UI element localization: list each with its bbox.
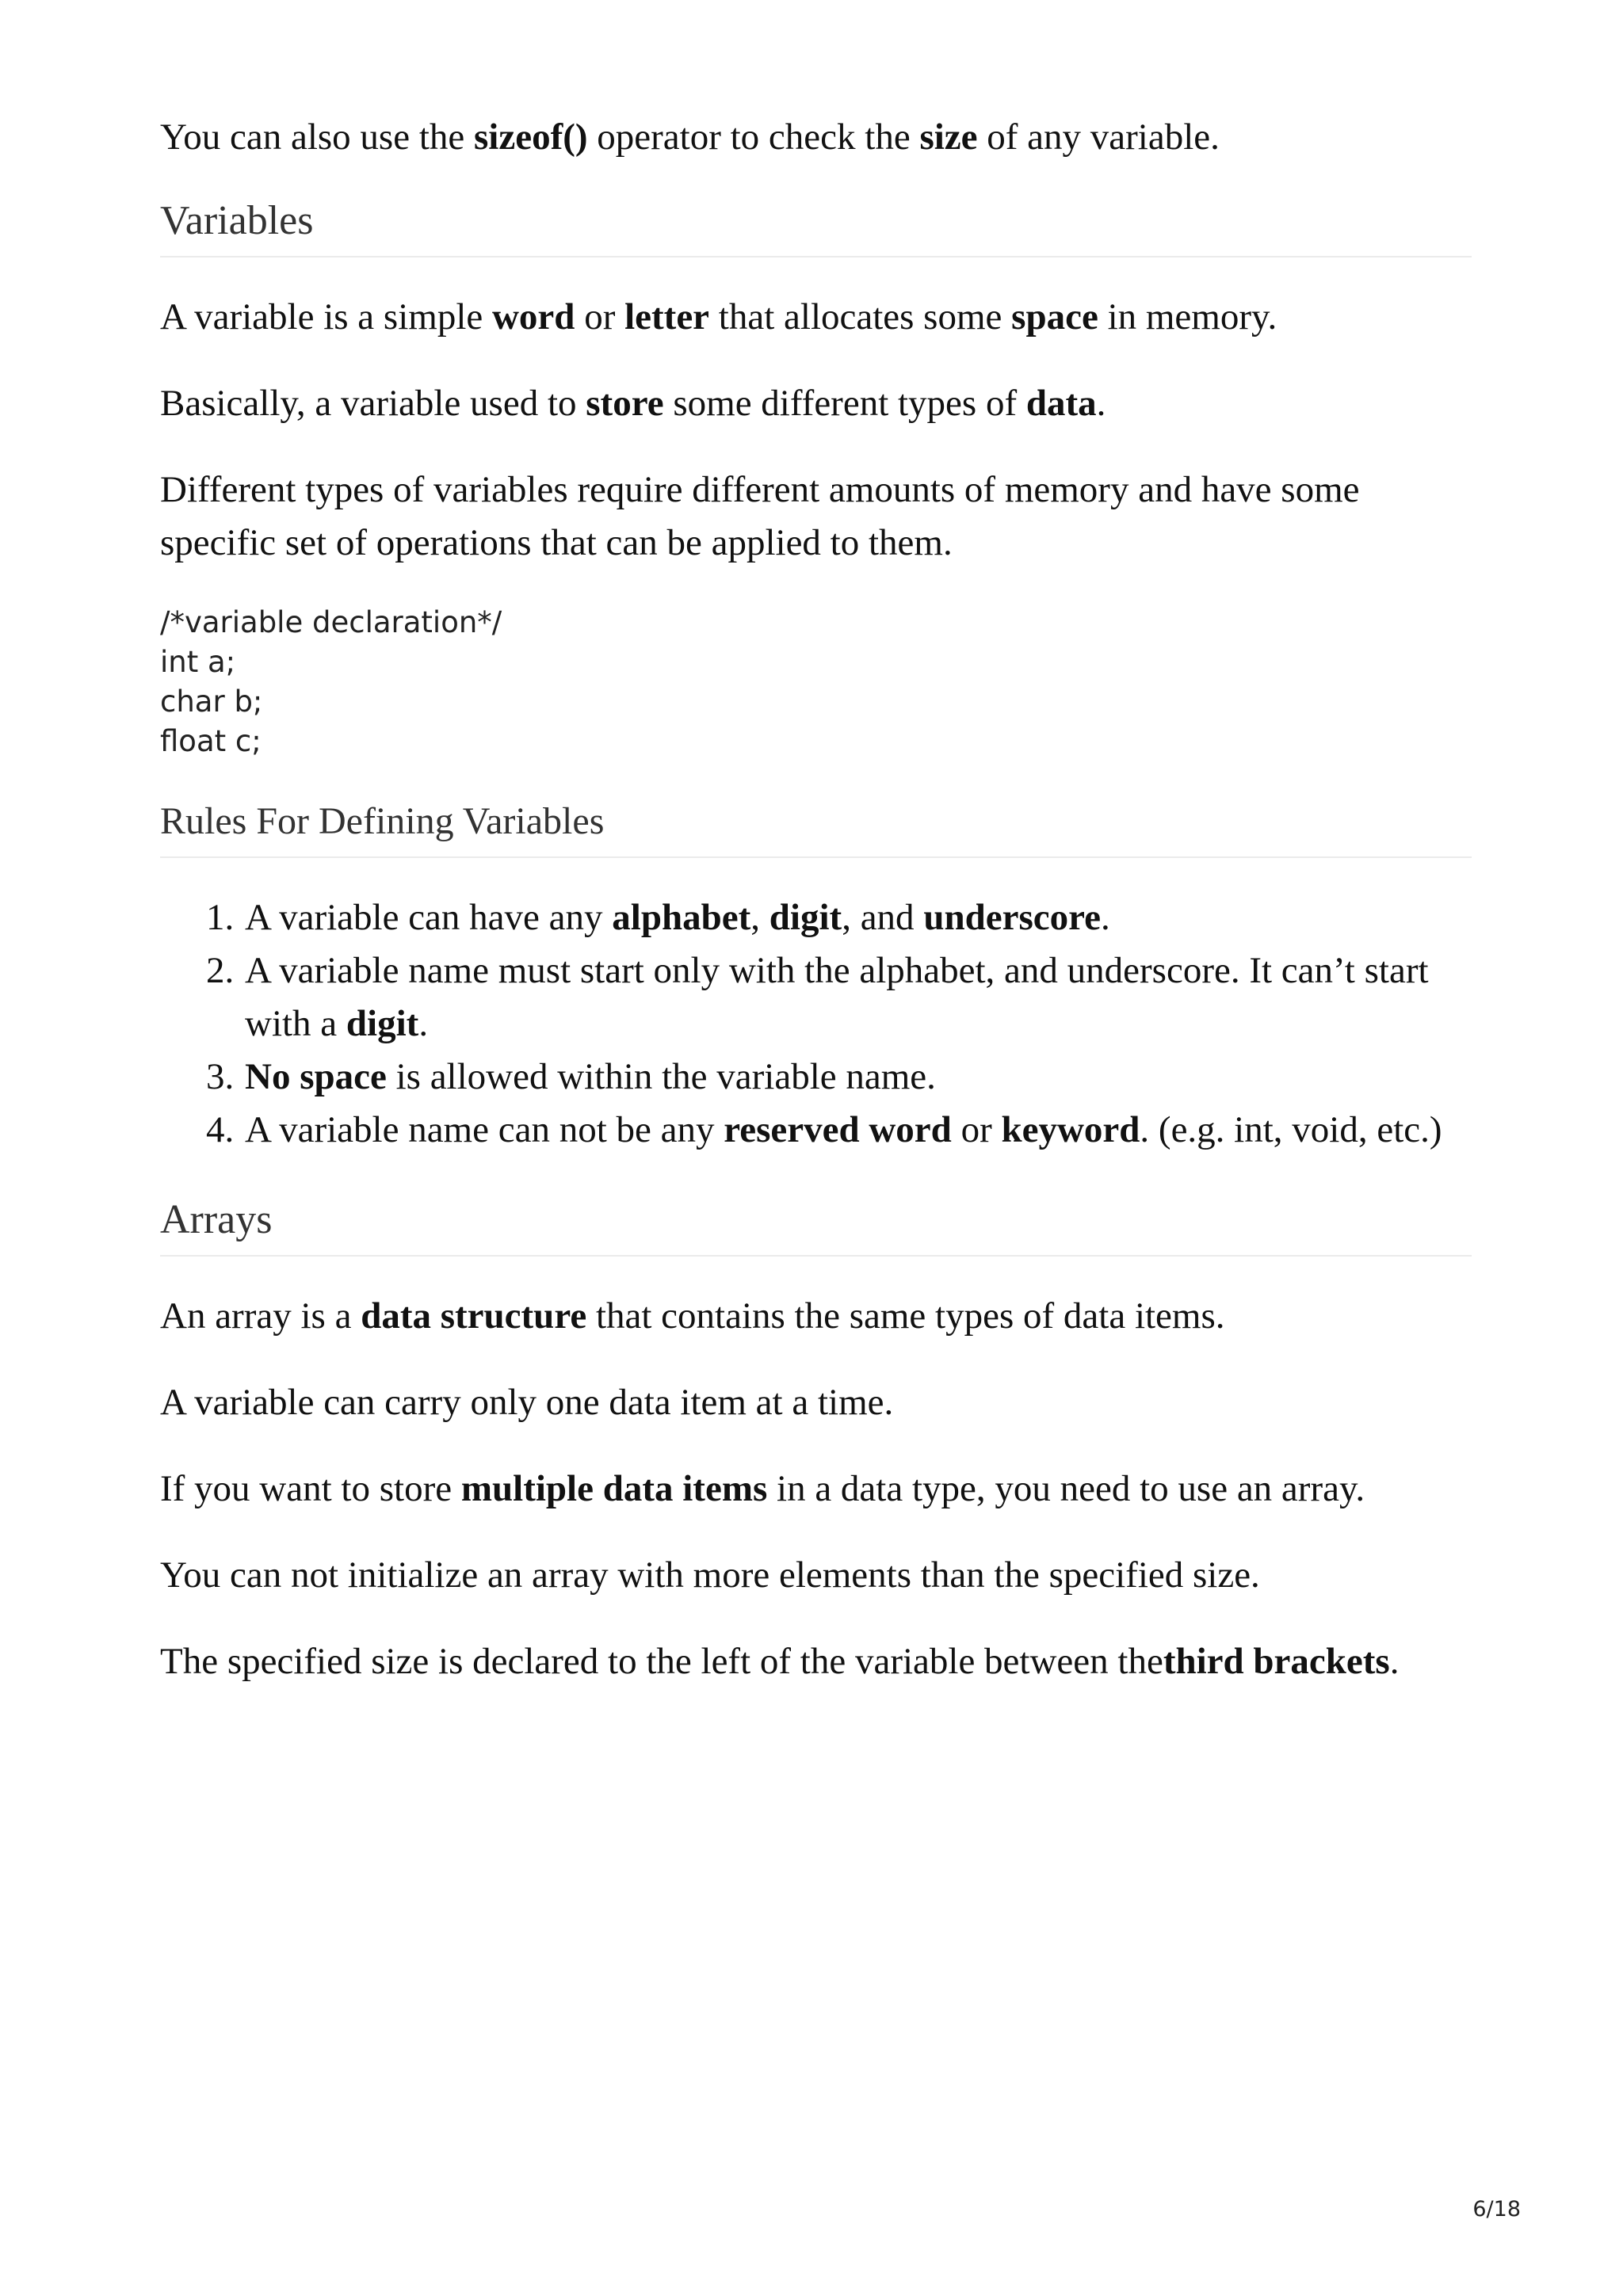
array-size-paragraph <box>160 1635 1472 1688</box>
rules-list <box>160 891 1472 1157</box>
bold-text: data structure <box>361 1295 587 1337</box>
bold-text: alphabet <box>612 897 751 938</box>
rules-heading: Rules For Defining Variables <box>160 796 1472 858</box>
rule-item-4 <box>243 1104 1472 1157</box>
array-multiple-items-paragraph <box>160 1463 1472 1516</box>
bold-text: data <box>1025 383 1097 424</box>
bold-text: size <box>919 116 978 158</box>
text: . <box>1096 383 1106 424</box>
bold-text: reserved word <box>724 1109 952 1150</box>
bold-text: digit <box>769 897 842 938</box>
text: that allocates some <box>709 296 1012 338</box>
text: in a data type, you need to use an array. <box>767 1468 1365 1509</box>
variable-types-paragraph: Different types of variables require different amounts of memory and have some specific set of operations that can be applied to them. <box>160 469 1360 563</box>
text: some different types of <box>663 383 1026 424</box>
text: of any variable. <box>977 116 1220 158</box>
text: . <box>418 1003 429 1044</box>
text: . (e.g. int, void, etc.) <box>1140 1109 1442 1150</box>
rule-item-1 <box>243 891 1472 944</box>
text: You can also use the <box>160 116 474 158</box>
arrays-heading: Arrays <box>160 1195 1472 1257</box>
variable-definition-paragraph <box>160 291 1472 344</box>
document-page <box>160 111 1472 1722</box>
text: A variable can have any <box>245 897 613 938</box>
variable-store-paragraph <box>160 377 1472 430</box>
array-single-item-paragraph: A variable can carry only one data item at a time. <box>160 1382 894 1423</box>
bold-text: word <box>491 296 575 338</box>
bold-text: third brackets <box>1163 1641 1390 1682</box>
bold-text: underscore <box>923 897 1101 938</box>
array-definition-paragraph <box>160 1290 1472 1343</box>
text: A variable name can not be any <box>245 1109 724 1150</box>
rule-item-3 <box>243 1051 1472 1104</box>
array-initialize-paragraph: You can not initialize an array with more elements than the specified size. <box>160 1554 1260 1596</box>
text: operator to check the <box>587 116 920 158</box>
bold-text: store <box>586 383 664 424</box>
text: . <box>1389 1641 1400 1682</box>
bold-text: letter <box>624 296 710 338</box>
text: in memory. <box>1098 296 1277 338</box>
variable-declaration-code: /*variable declaration*/ int a; char b; float c; <box>160 605 502 758</box>
bold-text: No space <box>245 1056 387 1097</box>
text: An array is a <box>160 1295 361 1337</box>
page-number: 6/18 <box>1472 2197 1521 2222</box>
text: is allowed within the variable name. <box>386 1056 936 1097</box>
text: or <box>575 296 625 338</box>
bold-text: keyword <box>1001 1109 1140 1150</box>
bold-text: space <box>1011 296 1098 338</box>
text: , and <box>842 897 924 938</box>
bold-text: sizeof() <box>474 116 588 158</box>
text: A variable is a simple <box>160 296 492 338</box>
text: Basically, a variable used to <box>160 383 586 424</box>
sizeof-paragraph <box>160 111 1472 164</box>
text: If you want to store <box>160 1468 461 1509</box>
text: , <box>750 897 769 938</box>
text: A variable name must start only with the alphabet, and underscore. It can’t start with a <box>245 950 1429 1044</box>
rule-item-2 <box>243 944 1472 1051</box>
variables-heading: Variables <box>160 196 1472 257</box>
bold-text: digit <box>346 1003 419 1044</box>
text: or <box>951 1109 1002 1150</box>
bold-text: multiple data items <box>460 1468 768 1509</box>
text: that contains the same types of data items. <box>586 1295 1225 1337</box>
text: The specified size is declared to the left of the variable between the <box>160 1641 1163 1682</box>
text: . <box>1100 897 1110 938</box>
